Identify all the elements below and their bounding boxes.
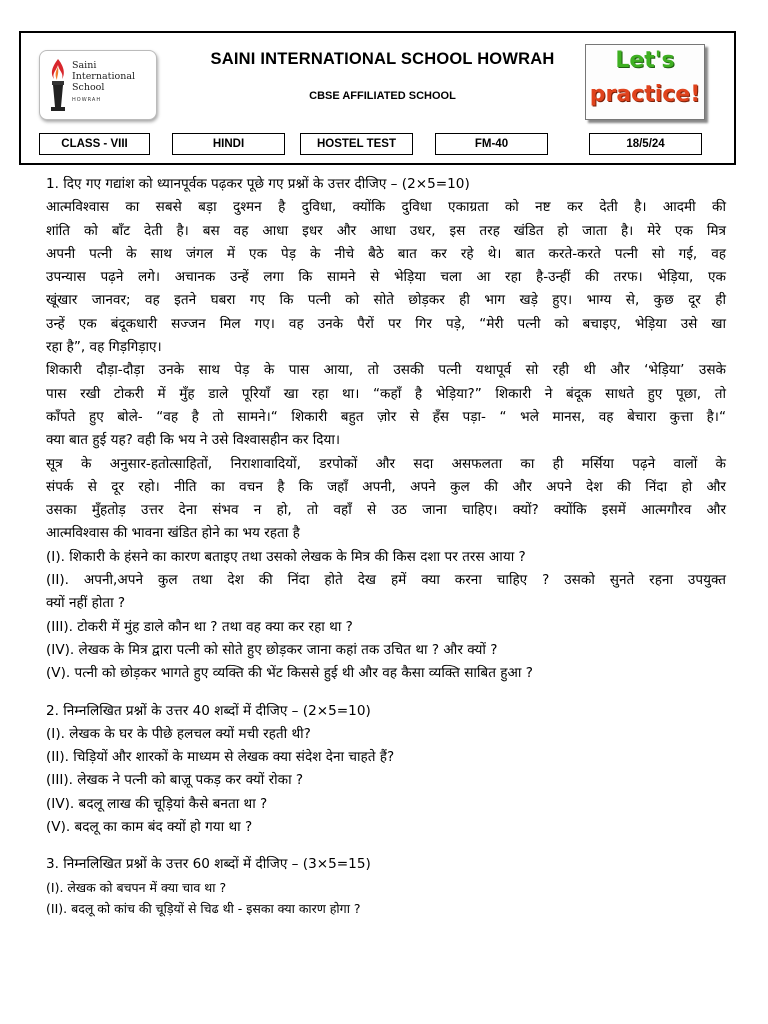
passage-line: सूत्र के अनुसार-हतोत्साहितों, निराशावादियों, डरपोकों और सदा असफलता का ही मर्सिया पढ़ने वालों के — [46, 455, 726, 472]
question-item: (V). बदलू का काम बंद क्यों हो गया था ? — [46, 819, 253, 836]
lets-practice-badge — [585, 44, 705, 120]
subject-box: HINDI — [172, 133, 285, 155]
passage-line: संपर्क से दूर रहो। नीति का वचन है कि जहाँ अपनी, अपने कुल की और अपने देश की निंदा हो और — [46, 478, 726, 495]
question-item: (I). लेखक को बचपन में क्या चाव था ? — [46, 879, 227, 895]
school-logo — [39, 50, 157, 120]
passage-line: रहा है”, वह गिड़गिड़ाए। — [46, 339, 162, 356]
question-item: (II). बदलू को कांच की चूड़ियों से चिढ थी - इसका क्या कारण होगा ? — [46, 900, 361, 916]
question-item: (I). शिकारी के हंसने का कारण बताइए तथा उसको लेखक के मित्र की किस दशा पर तरस आया ? — [46, 548, 526, 565]
passage-line: उपन्यास पढ़ने लगे। अचानक उन्हें लगा कि सामने से भेड़िया चला आ रहा है-उन्हीं की तरफ। भेड़िया, एक — [46, 269, 726, 286]
passage-line: उसका मुँहतोड़ उत्तर देना संभव न हो, तो वहाँ से उठ जाना चाहिए। क्यों? क्योंकि इसमें आत्मगौरव और — [46, 502, 726, 519]
passage-line: आत्मविश्वास का सबसे बड़ा दुश्मन है दुविधा, क्योंकि दुविधा एकाग्रता को नष्ट कर देती है। आदमी की — [46, 199, 726, 216]
section-3-questions — [46, 877, 726, 919]
class-box: CLASS - VIII — [39, 133, 150, 155]
badge-line-2: practice! — [589, 82, 701, 107]
question-item: क्यों नहीं होता ? — [46, 595, 126, 612]
logo-city: HOWRAH — [72, 97, 102, 103]
school-name: SAINI INTERNATIONAL SCHOOL HOWRAH — [210, 50, 555, 68]
logo-line: Saini — [72, 60, 97, 71]
passage-line: शांति को बाँट देती है। बस वह आधा इधर और आधा उधर, इस तरह खंडित हो जाता है। मेरे एक मित्र — [46, 222, 726, 239]
question-item: (II). अपनी,अपने कुल तथा देश की निंदा होते देख हमें क्या करना चाहिए ? उसको सुनते रहना उपयुक्त — [46, 572, 726, 589]
question-item: (III). लेखक ने पत्नी को बाज़ू पकड़ कर क्यों रोका ? — [46, 772, 304, 789]
passage-line: खूंखार जानवर; वह इतने घबरा गए कि पत्नी को सोते छोड़कर ही भाग खड़े हुए। भाग्य से, कुछ दूर ही — [46, 292, 726, 309]
passage — [46, 196, 726, 545]
passage-line: काँपते हुए बोले- “वह है तो सामने।“ शिकारी बहुत ज़ोर से हँस पड़ा- “ भले मानस, वह बेचारा कुत्ता है।“ — [46, 408, 726, 425]
section-2-heading: 2. निम्नलिखित प्रश्नों के उत्तर 40 शब्दों में दीजिए – (2×5=10) — [46, 702, 371, 719]
passage-line: शिकारी दौड़ा-दौड़ा उनके साथ पेड़ के पास आया, तो उसकी पत्नी यथापूर्व सो रही थी और ‘भेड़िया’ उसके — [46, 362, 726, 379]
question-item: (V). पत्नी को छोड़कर भागते हुए व्यक्ति की भेंट किससे हुई थी और वह कैसा व्यक्ति साबित हुआ ? — [46, 665, 533, 682]
worksheet-content — [46, 173, 726, 919]
question-item: (I). लेखक के घर के पीछे हलचल क्यों मची रहती थी? — [46, 725, 311, 742]
question-item: (IV). लेखक के मित्र द्वारा पत्नी को सोते हुए छोड़कर जाना कहां तक उचित था ? और क्यों ? — [46, 641, 498, 658]
question-item: (II). चिड़ियों और शारकों के माध्यम से लेखक क्या संदेश देना चाहते हैं? — [46, 749, 395, 766]
logo-line: School — [72, 82, 105, 93]
question-item: (III). टोकरी में मुंह डाले कौन था ? तथा वह क्या कर रहा था ? — [46, 618, 353, 635]
passage-line: पास रखी टोकरी में मुँह डाले पूरियाँ खा रहा था। “कहाँ है भेड़िया?” शिकारी ने बंदूक साधते हुए पूछा, तो — [46, 385, 726, 402]
section-3-heading: 3. निम्नलिखित प्रश्नों के उत्तर 60 शब्दों में दीजिए – (3×5=15) — [46, 856, 371, 873]
date-box: 18/5/24 — [589, 133, 702, 155]
section-2-questions — [46, 723, 726, 839]
torch-icon — [46, 57, 70, 113]
affiliation: CBSE AFFILIATED SCHOOL — [309, 90, 456, 102]
section-1-questions — [46, 546, 726, 686]
section-1-heading: 1. दिए गए गद्यांश को ध्यानपूर्वक पढ़कर पूछे गए प्रश्नों के उत्तर दीजिए – (2×5=10) — [46, 176, 470, 192]
passage-line: अपनी पत्नी के साथ जंगल में एक पेड़ के नीचे बैठे बात कर रहे थे। बात करते-करते पत्नी सो गई, वह — [46, 245, 726, 262]
marks-box: FM-40 — [435, 133, 548, 155]
logo-text — [72, 60, 156, 93]
question-item: (IV). बदलू लाख की चूड़ियां कैसे बनता था ? — [46, 795, 268, 812]
passage-line: उन्हें एक बंदूकधारी सज्जन मिल गए। वह उनके पैरों पर गिर पड़े, “मेरी पत्नी को बचाइए, भेड़िया उसे खा — [46, 315, 726, 332]
badge-line-1: Let's — [615, 48, 675, 73]
passage-line: आत्मविश्वास की भावना खंडित होने का भय रहता है — [46, 525, 300, 542]
logo-line: International — [72, 71, 136, 82]
test-box: HOSTEL TEST — [300, 133, 413, 155]
passage-line: क्या बात हुई यह? वही कि भय ने उसे विश्वासहीन कर दिया। — [46, 432, 341, 449]
